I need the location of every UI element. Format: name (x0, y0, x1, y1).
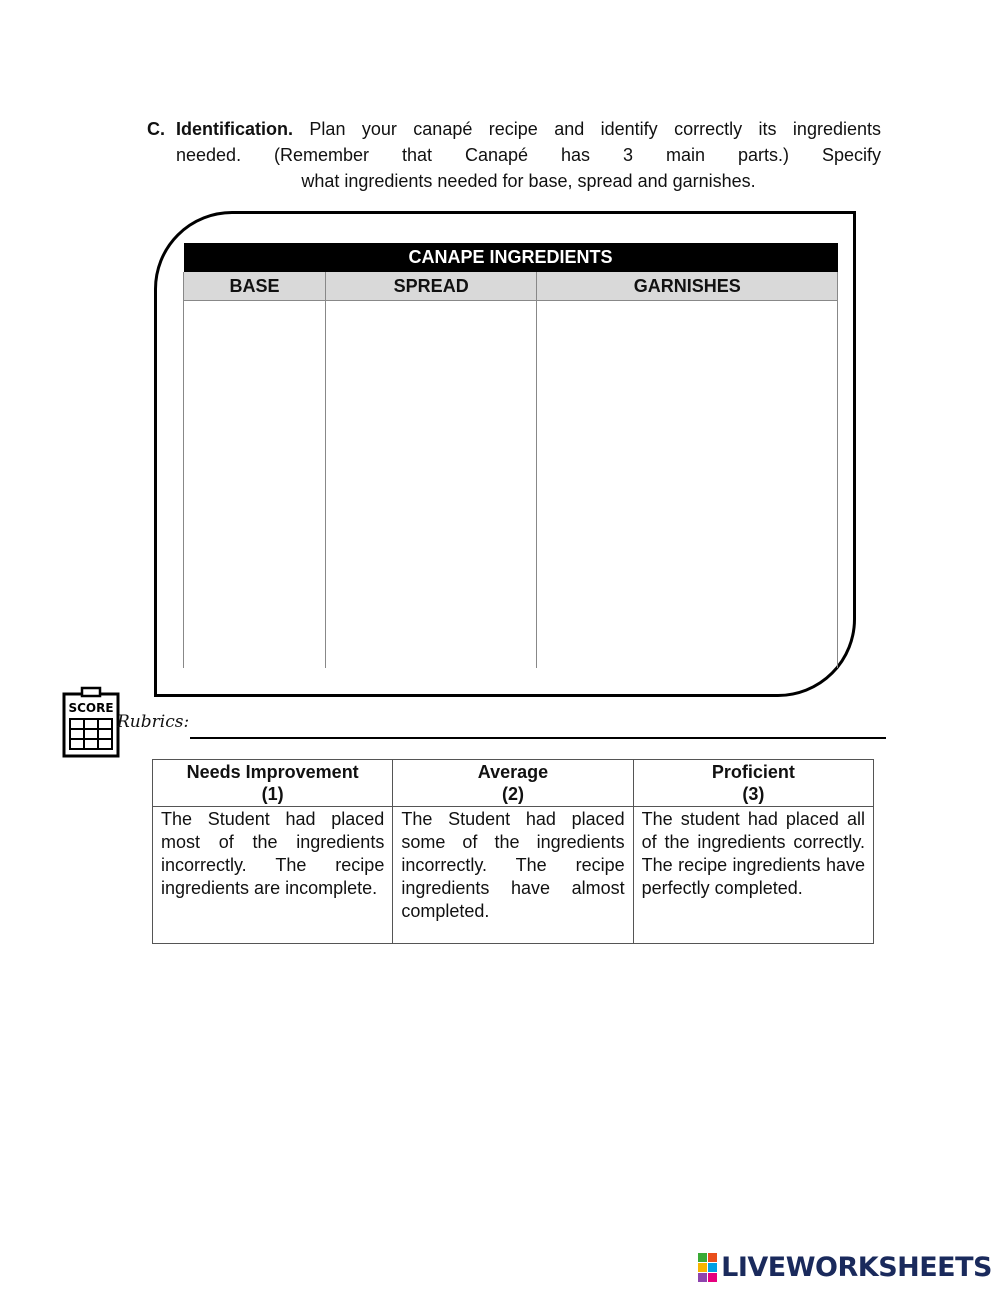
rubric-header-label: Average (477, 762, 549, 782)
rubric-header-points: (2) (501, 784, 524, 804)
logo-block (698, 1263, 707, 1272)
garnishes-answer-cell[interactable] (537, 301, 838, 669)
logo-block (698, 1253, 707, 1262)
instructions-line-2 (147, 142, 881, 168)
logo-block (698, 1273, 707, 1282)
rubrics-label: Rubrics: (117, 712, 190, 732)
logo-block (708, 1253, 717, 1262)
section-letter: C. (147, 119, 165, 139)
rubric-header-needs-improvement (153, 760, 393, 807)
rubric-header-points: (3) (742, 784, 765, 804)
rubric-description-average: The Student had placed some of the ingredients incorrectly. The recipe ingredients have almost completed. (393, 807, 633, 944)
score-clipboard-icon (62, 686, 120, 758)
rubric-header-points: (1) (261, 784, 284, 804)
rubric-header-label: Proficient (711, 762, 795, 782)
instructions-text-1 (176, 116, 881, 142)
section-heading: Identification. (176, 119, 293, 139)
canape-ingredients-table (183, 243, 838, 668)
rubric-header-average (393, 760, 633, 807)
rubric-description-proficient: The student had placed all of the ingredients correctly. The recipe ingredients have perfectly completed. (633, 807, 873, 944)
instructions-text-2: needed. (Remember that Canapé has 3 main parts.) Specify (176, 145, 881, 165)
column-header-spread: SPREAD (325, 272, 537, 301)
instructions (147, 116, 881, 194)
logo-text: LIVEWORKSHEETS (721, 1252, 992, 1283)
instructions-line-1 (147, 116, 881, 142)
rubric-header-proficient (633, 760, 873, 807)
rubric-description-needs-improvement: The Student had placed most of the ingredients incorrectly. The recipe ingredients are incomplete. (153, 807, 393, 944)
instructions-line1-text: Plan your canapé recipe and identify correctly its ingredients (309, 119, 881, 139)
logo-block (708, 1263, 717, 1272)
rubrics-underline (190, 737, 886, 739)
column-header-base: BASE (184, 272, 326, 301)
logo-block (708, 1273, 717, 1282)
score-icon-label: SCORE (68, 701, 114, 715)
column-header-garnishes: GARNISHES (537, 272, 838, 301)
spread-answer-cell[interactable] (325, 301, 537, 669)
rubric-header-label: Needs Improvement (186, 762, 359, 782)
instructions-text-3: what ingredients needed for base, spread and garnishes. (301, 171, 756, 191)
canape-table-title: CANAPE INGREDIENTS (184, 243, 838, 272)
rubric-table (152, 759, 874, 944)
logo-blocks-icon (698, 1253, 717, 1282)
liveworksheets-logo[interactable] (698, 1252, 992, 1283)
base-answer-cell[interactable] (184, 301, 326, 669)
